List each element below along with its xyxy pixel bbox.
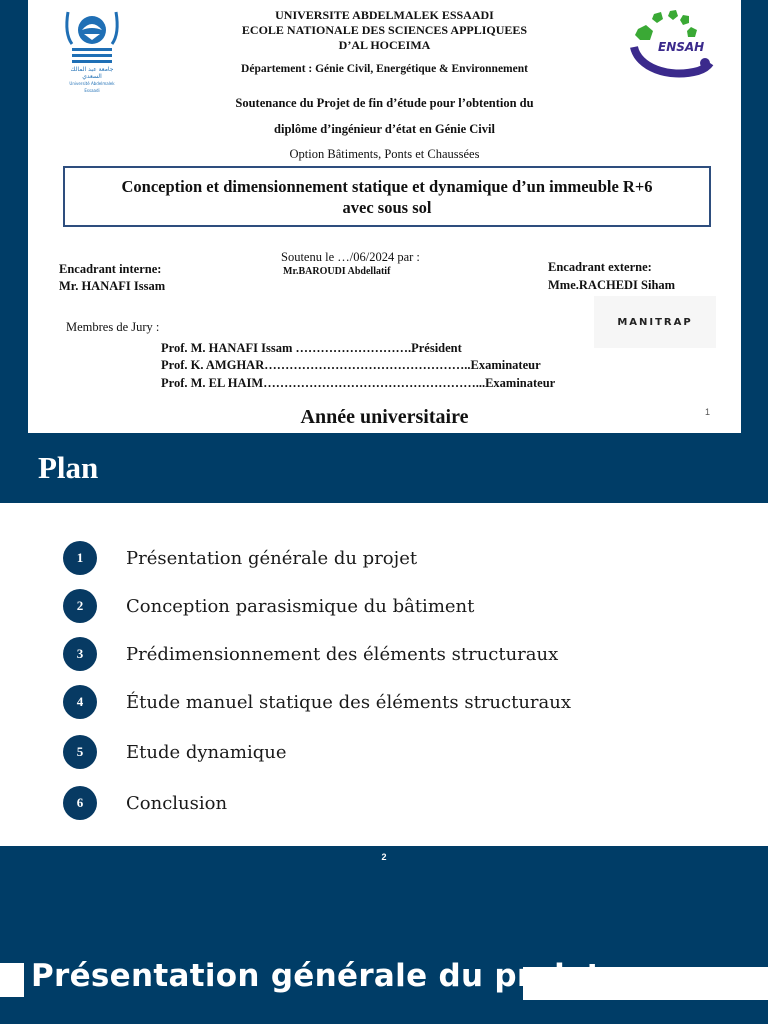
plan-item-number: 5	[63, 735, 97, 769]
plan-item	[63, 541, 417, 575]
university-name: UNIVERSITE ABDELMALEK ESSAADI	[275, 8, 494, 22]
jury-member-2: Prof. K. AMGHAR…………………………………………..Examinateur	[161, 358, 541, 372]
section-accent-left	[0, 963, 24, 997]
plan-body	[0, 503, 768, 846]
section-title: Présentation générale du projet	[31, 958, 602, 994]
title-slide	[28, 0, 741, 433]
page-number-2: 2	[381, 852, 387, 862]
jury-member-3: Prof. M. EL HAIM……………………………………………...Examinateur	[161, 376, 556, 390]
company-logo-text: MANITRAP	[617, 316, 693, 328]
page-number-1: 1	[705, 407, 711, 417]
project-title: Conception et dimensionnement statique et dynamique d’un immeuble R+6 avec sous sol	[121, 176, 653, 217]
plan-item-label: Prédimensionnement des éléments structuraux	[126, 643, 559, 665]
plan-item-label: Conclusion	[126, 792, 228, 814]
plan-title: Plan	[38, 450, 99, 485]
plan-item-label: Etude dynamique	[126, 741, 287, 763]
plan-item	[63, 637, 558, 671]
internal-supervisor	[59, 261, 165, 295]
city-name: D’AL HOCEIMA	[338, 38, 431, 52]
option: Option Bâtiments, Ponts et Chaussées	[289, 147, 480, 161]
internal-supervisor-label: Encadrant interne:	[59, 262, 162, 276]
plan-item-number: 1	[63, 541, 97, 575]
plan-header-band	[0, 443, 768, 503]
ensah-logo-text: ENSAH	[658, 40, 705, 54]
defense-line-1: Soutenance du Projet de fin d’étude pour l’obtention du	[235, 96, 534, 110]
institution-header	[28, 8, 741, 53]
plan-item	[63, 786, 227, 820]
external-supervisor-label: Encadrant externe:	[548, 260, 652, 274]
project-title-box	[63, 166, 711, 227]
plan-item-label: Présentation générale du projet	[126, 547, 418, 569]
university-logo-caption: جامعة عبد المالك السعدي Université Abdelmalek Essaadi	[69, 66, 115, 93]
company-logo	[594, 296, 716, 348]
plan-item-number: 4	[63, 685, 97, 719]
jury-member-1: Prof. M. HANAFI Issam ……………………….Président	[161, 341, 462, 355]
student-name: Mr.BAROUDI Abdellatif	[283, 266, 391, 277]
internal-supervisor-name: Mr. HANAFI Issam	[59, 279, 166, 293]
defended-on: Soutenu le …/06/2024 par :	[281, 250, 420, 264]
jury-label: Membres de Jury :	[66, 320, 160, 334]
school-name: ECOLE NATIONALE DES SCIENCES APPLIQUEES	[241, 23, 528, 37]
defense-line-2: diplôme d’ingénieur d’état en Génie Civil	[274, 122, 495, 136]
department: Département : Génie Civil, Energétique & Environnement	[241, 63, 528, 75]
plan-item	[63, 589, 474, 623]
plan-item-number: 6	[63, 786, 97, 820]
plan-item-label: Étude manuel statique des éléments structuraux	[126, 691, 572, 713]
external-supervisor-name: Mme.RACHEDI Siham	[548, 278, 676, 292]
plan-item-label: Conception parasismique du bâtiment	[126, 595, 475, 617]
external-supervisor	[548, 258, 675, 294]
plan-item	[63, 735, 286, 769]
plan-item-number: 2	[63, 589, 97, 623]
academic-year: Année universitaire	[300, 406, 469, 428]
plan-item-number: 3	[63, 637, 97, 671]
plan-item	[63, 685, 571, 719]
